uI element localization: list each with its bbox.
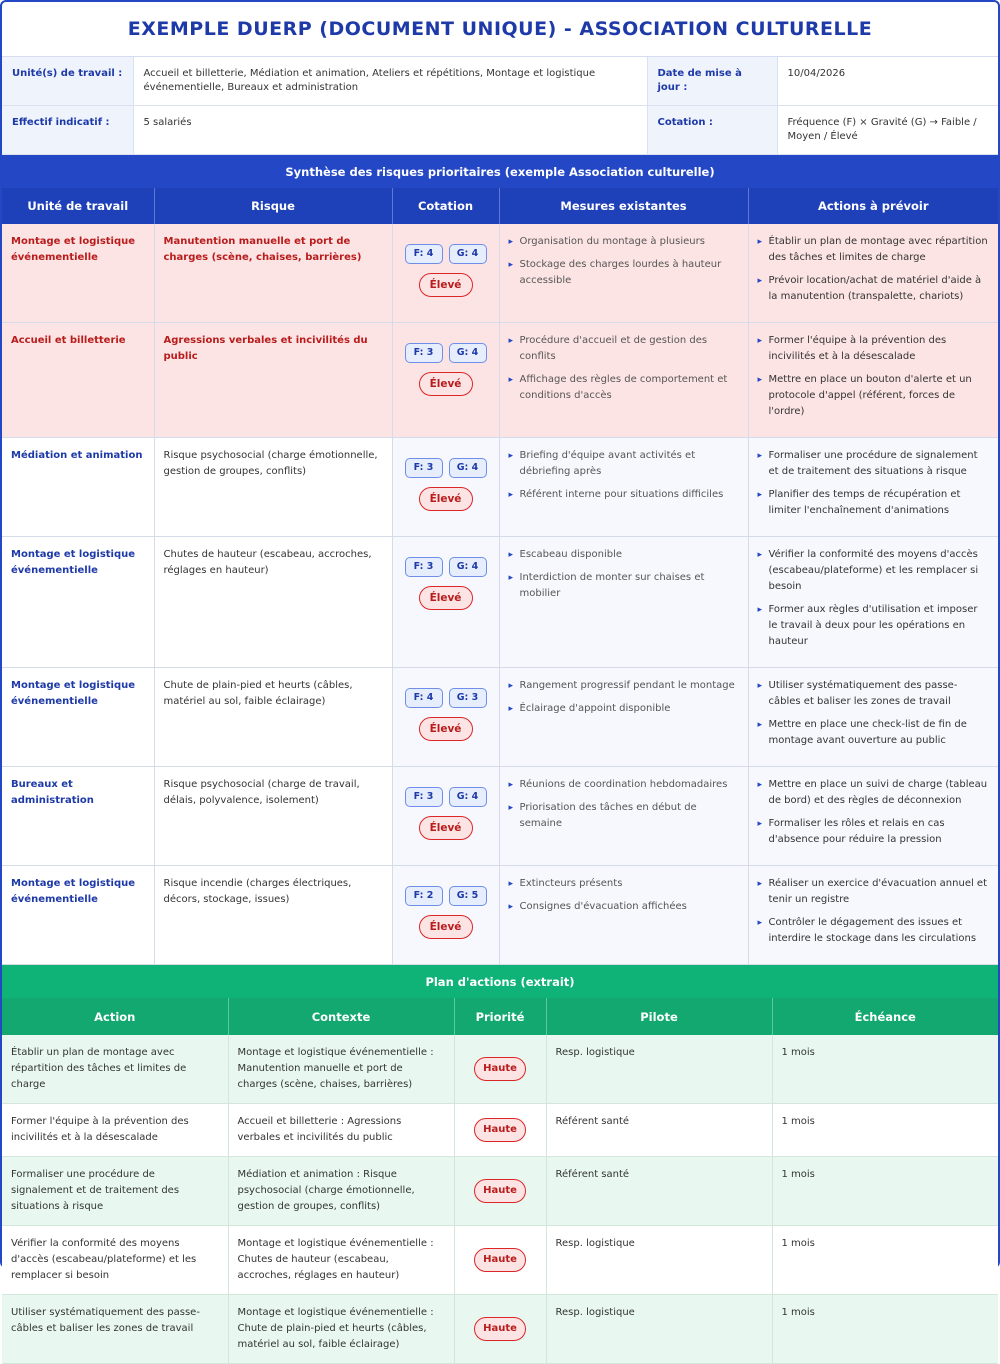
plan-context: Accueil et billetterie : Agressions verbales et incivilités du public [228, 1104, 454, 1157]
action-item: ▸ Établir un plan de montage avec répartition des tâches et limites de charge [758, 234, 990, 266]
priority-badge: Haute [474, 1317, 526, 1341]
planned-actions [748, 438, 998, 537]
planned-actions [748, 323, 998, 438]
cotation-badges [402, 688, 490, 708]
page-title: EXEMPLE DUERP (DOCUMENT UNIQUE) - ASSOCIATION CULTURELLE [2, 2, 998, 57]
measures-list [509, 876, 739, 915]
col-header-pilot: Pilote [546, 998, 772, 1035]
cotation-value: Fréquence (F) × Gravité (G) → Faible / Moyen / Élevé [777, 106, 998, 155]
gravity-badge: G: 3 [449, 688, 487, 708]
plan-priority [454, 1226, 546, 1295]
plan-due: 1 mois [772, 1226, 998, 1295]
plan-action: Formaliser une procédure de signalement et de traitement des situations à risque [2, 1157, 228, 1226]
risk-row [2, 438, 998, 537]
plan-action: Établir un plan de montage avec répartition des tâches et limites de charge [2, 1035, 228, 1104]
action-item: ▸ Utiliser systématiquement des passe-câbles et baliser les zones de travail [758, 678, 990, 710]
col-header-measures: Mesures existantes [499, 188, 748, 224]
risk-description: Risque psychosocial (charge émotionnelle, gestion de groupes, conflits) [154, 438, 392, 537]
risk-cotation [392, 668, 499, 767]
priority-badge: Haute [474, 1118, 526, 1142]
risk-description: Chute de plain-pied et heurts (câbles, matériel au sol, faible éclairage) [154, 668, 392, 767]
risk-unit: Montage et logistique événementielle [2, 866, 154, 965]
risk-level-wrap [402, 577, 490, 610]
risk-row [2, 767, 998, 866]
plan-pilot: Référent santé [546, 1157, 772, 1226]
priority-badge: Haute [474, 1057, 526, 1081]
risk-level-badge: Élevé [419, 273, 473, 297]
action-item: ▸ Former aux règles d'utilisation et imposer le travail à deux pour les opérations en hauteur [758, 602, 990, 650]
existing-measures [499, 866, 748, 965]
frequency-badge: F: 4 [405, 688, 443, 708]
action-plan-table [2, 998, 998, 1364]
measures-list [509, 448, 739, 503]
plan-context: Montage et logistique événementielle : Chutes de hauteur (escabeau, accroches, réglages en hauteur) [228, 1226, 454, 1295]
col-header-cotation: Cotation [392, 188, 499, 224]
measure-item: ▸ Procédure d'accueil et de gestion des conflits [509, 333, 739, 365]
plan-action: Utiliser systématiquement des passe-câbles et baliser les zones de travail [2, 1295, 228, 1364]
risk-cotation [392, 537, 499, 668]
plan-row [2, 1295, 998, 1364]
actions-list [758, 876, 990, 947]
existing-measures [499, 668, 748, 767]
col-header-priority: Priorité [454, 998, 546, 1035]
measures-list [509, 678, 739, 717]
existing-measures [499, 224, 748, 323]
action-item: ▸ Prévoir location/achat de matériel d'aide à la manutention (transpalette, chariots) [758, 273, 990, 305]
actions-list [758, 678, 990, 749]
col-header-actions: Actions à prévoir [748, 188, 998, 224]
action-item: ▸ Formaliser les rôles et relais en cas d'absence pour réduire la pression [758, 816, 990, 848]
cotation-badges [402, 458, 490, 478]
measure-item: ▸ Priorisation des tâches en début de semaine [509, 800, 739, 832]
risk-cotation [392, 323, 499, 438]
risk-level-wrap [402, 363, 490, 396]
col-header-context: Contexte [228, 998, 454, 1035]
col-header-unit: Unité de travail [2, 188, 154, 224]
actions-list [758, 333, 990, 420]
risk-unit: Montage et logistique événementielle [2, 537, 154, 668]
plan-due: 1 mois [772, 1104, 998, 1157]
measure-item: ▸ Réunions de coordination hebdomadaires [509, 777, 739, 793]
measure-item: ▸ Rangement progressif pendant le montage [509, 678, 739, 694]
planned-actions [748, 668, 998, 767]
action-item: ▸ Mettre en place un bouton d'alerte et un protocole d'appel (référent, forces de l'ordre) [758, 372, 990, 420]
risk-level-badge: Élevé [419, 816, 473, 840]
risk-unit: Montage et logistique événementielle [2, 668, 154, 767]
actions-list [758, 448, 990, 519]
priority-badge: Haute [474, 1179, 526, 1203]
plan-context: Montage et logistique événementielle : Chute de plain-pied et heurts (câbles, matériel au sol, faible éclairage) [228, 1295, 454, 1364]
action-item: ▸ Mettre en place une check-list de fin de montage avant ouverture au public [758, 717, 990, 749]
cotation-badges [402, 787, 490, 807]
measures-list [509, 777, 739, 832]
action-item: ▸ Mettre en place un suivi de charge (tableau de bord) et des règles de déconnexion [758, 777, 990, 809]
risk-row [2, 537, 998, 668]
risk-description: Agressions verbales et incivilités du public [154, 323, 392, 438]
plan-due: 1 mois [772, 1157, 998, 1226]
actions-list [758, 234, 990, 305]
col-header-due: Échéance [772, 998, 998, 1035]
measure-item: ▸ Affichage des règles de comportement et conditions d'accès [509, 372, 739, 404]
actions-list [758, 547, 990, 650]
plan-priority [454, 1295, 546, 1364]
planned-actions [748, 537, 998, 668]
plan-priority [454, 1104, 546, 1157]
plan-action: Vérifier la conformité des moyens d'accès (escabeau/plateforme) et les remplacer si besoin [2, 1226, 228, 1295]
gravity-badge: G: 4 [449, 244, 487, 264]
plan-pilot: Resp. logistique [546, 1295, 772, 1364]
plan-pilot: Resp. logistique [546, 1035, 772, 1104]
risk-description: Manutention manuelle et port de charges (scène, chaises, barrières) [154, 224, 392, 323]
risk-level-wrap [402, 478, 490, 511]
plan-row [2, 1104, 998, 1157]
staff-label: Effectif indicatif : [2, 106, 133, 155]
plan-row [2, 1157, 998, 1226]
cotation-label: Cotation : [647, 106, 777, 155]
risk-unit: Accueil et billetterie [2, 323, 154, 438]
gravity-badge: G: 4 [449, 787, 487, 807]
gravity-badge: G: 4 [449, 343, 487, 363]
measure-item: ▸ Consignes d'évacuation affichées [509, 899, 739, 915]
frequency-badge: F: 4 [405, 244, 443, 264]
risk-level-badge: Élevé [419, 717, 473, 741]
cotation-badges [402, 343, 490, 363]
risk-cotation [392, 438, 499, 537]
risk-description: Risque psychosocial (charge de travail, délais, polyvalence, isolement) [154, 767, 392, 866]
plan-due: 1 mois [772, 1295, 998, 1364]
plan-section-title: Plan d'actions (extrait) [2, 965, 998, 998]
date-label: Date de mise à jour : [647, 57, 777, 106]
risk-level-badge: Élevé [419, 487, 473, 511]
action-item: ▸ Planifier des temps de récupération et limiter l'enchaînement d'animations [758, 487, 990, 519]
measure-item: ▸ Escabeau disponible [509, 547, 739, 563]
measure-item: ▸ Stockage des charges lourdes à hauteur accessible [509, 257, 739, 289]
risk-description: Risque incendie (charges électriques, décors, stockage, issues) [154, 866, 392, 965]
unit-value: Accueil et billetterie, Médiation et animation, Ateliers et répétitions, Montage et logistique événementielle, Bureaux et administration [133, 57, 647, 106]
frequency-badge: F: 3 [405, 787, 443, 807]
measure-item: ▸ Éclairage d'appoint disponible [509, 701, 739, 717]
col-header-risk: Risque [154, 188, 392, 224]
staff-value: 5 salariés [133, 106, 647, 155]
measure-item: ▸ Extincteurs présents [509, 876, 739, 892]
plan-row [2, 1226, 998, 1295]
planned-actions [748, 224, 998, 323]
measure-item: ▸ Interdiction de monter sur chaises et mobilier [509, 570, 739, 602]
action-item: ▸ Contrôler le dégagement des issues et interdire le stockage dans les circulations [758, 915, 990, 947]
actions-list [758, 777, 990, 848]
measures-list [509, 547, 739, 602]
frequency-badge: F: 2 [405, 886, 443, 906]
cotation-badges [402, 244, 490, 264]
risk-level-badge: Élevé [419, 372, 473, 396]
col-header-action: Action [2, 998, 228, 1035]
cotation-badges [402, 557, 490, 577]
action-item: ▸ Vérifier la conformité des moyens d'accès (escabeau/plateforme) et les remplacer si besoin [758, 547, 990, 595]
measures-list [509, 234, 739, 289]
risk-unit: Montage et logistique événementielle [2, 224, 154, 323]
risk-row [2, 668, 998, 767]
risk-level-wrap [402, 906, 490, 939]
risk-cotation [392, 866, 499, 965]
risk-unit: Médiation et animation [2, 438, 154, 537]
risk-level-wrap [402, 264, 490, 297]
existing-measures [499, 438, 748, 537]
frequency-badge: F: 3 [405, 343, 443, 363]
plan-pilot: Référent santé [546, 1104, 772, 1157]
gravity-badge: G: 4 [449, 557, 487, 577]
cotation-badges [402, 886, 490, 906]
plan-context: Médiation et animation : Risque psychosocial (charge émotionnelle, gestion de groupes, conflits) [228, 1157, 454, 1226]
info-table [2, 57, 998, 155]
priority-badge: Haute [474, 1248, 526, 1272]
risk-cotation [392, 767, 499, 866]
measure-item: ▸ Organisation du montage à plusieurs [509, 234, 739, 250]
measures-list [509, 333, 739, 404]
risk-unit: Bureaux et administration [2, 767, 154, 866]
risk-level-badge: Élevé [419, 586, 473, 610]
risk-level-badge: Élevé [419, 915, 473, 939]
date-value: 10/04/2026 [777, 57, 998, 106]
unit-label: Unité(s) de travail : [2, 57, 133, 106]
risk-row [2, 323, 998, 438]
plan-action: Former l'équipe à la prévention des incivilités et à la désescalade [2, 1104, 228, 1157]
plan-priority [454, 1157, 546, 1226]
gravity-badge: G: 5 [449, 886, 487, 906]
frequency-badge: F: 3 [405, 557, 443, 577]
risk-section-title: Synthèse des risques prioritaires (exemple Association culturelle) [2, 155, 998, 188]
existing-measures [499, 323, 748, 438]
plan-due: 1 mois [772, 1035, 998, 1104]
risk-row [2, 224, 998, 323]
risk-description: Chutes de hauteur (escabeau, accroches, réglages en hauteur) [154, 537, 392, 668]
existing-measures [499, 537, 748, 668]
plan-priority [454, 1035, 546, 1104]
planned-actions [748, 866, 998, 965]
frequency-badge: F: 3 [405, 458, 443, 478]
risk-level-wrap [402, 708, 490, 741]
plan-context: Montage et logistique événementielle : Manutention manuelle et port de charges (scène, chaises, barrières) [228, 1035, 454, 1104]
plan-pilot: Resp. logistique [546, 1226, 772, 1295]
gravity-badge: G: 4 [449, 458, 487, 478]
plan-row [2, 1035, 998, 1104]
existing-measures [499, 767, 748, 866]
risk-table [2, 188, 998, 965]
risk-row [2, 866, 998, 965]
measure-item: ▸ Référent interne pour situations difficiles [509, 487, 739, 503]
action-item: ▸ Former l'équipe à la prévention des incivilités et à la désescalade [758, 333, 990, 365]
risk-cotation [392, 224, 499, 323]
action-item: ▸ Formaliser une procédure de signalement et de traitement des situations à risque [758, 448, 990, 480]
measure-item: ▸ Briefing d'équipe avant activités et débriefing après [509, 448, 739, 480]
action-item: ▸ Réaliser un exercice d'évacuation annuel et tenir un registre [758, 876, 990, 908]
planned-actions [748, 767, 998, 866]
risk-level-wrap [402, 807, 490, 840]
